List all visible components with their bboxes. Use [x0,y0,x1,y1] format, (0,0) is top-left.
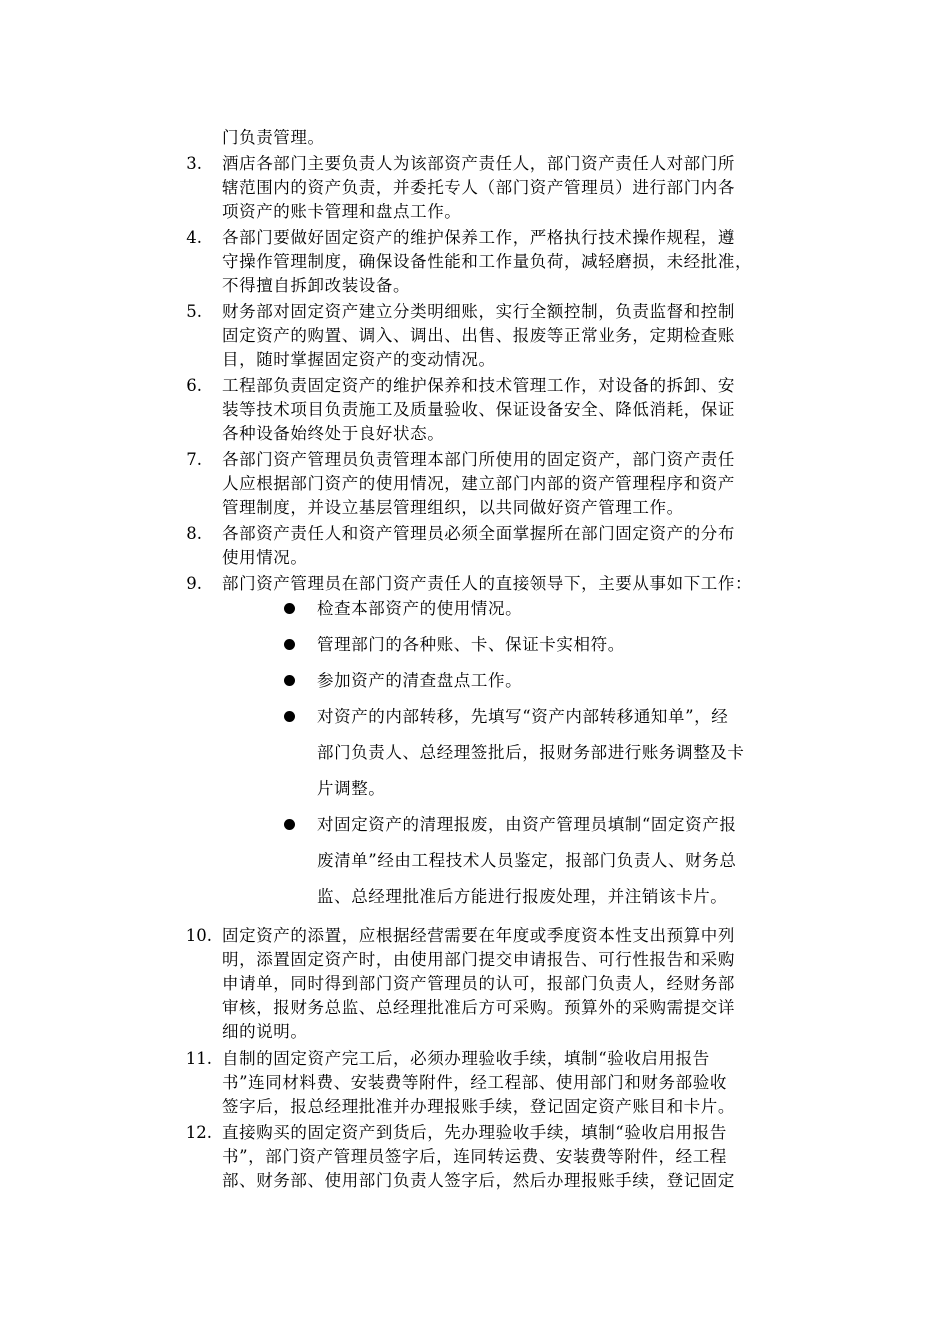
item-line: 各种设备始终处于良好状态。 [222,424,445,443]
item-line: 申请单，同时得到部门资产管理员的认可，报部门负责人，经财务部 [222,974,735,993]
item-line: 审核，报财务总监、总经理批准后方可采购。预算外的采购需提交详 [222,998,735,1017]
item-line: 书”，部门资产管理员签字后，连同转运费、安装费等附件，经工程 [222,1147,727,1166]
bullet-line: 参加资产的清查盘点工作。 [317,671,523,690]
item-line: 工程部负责固定资产的维护保养和技术管理工作，对设备的拆卸、安 [222,376,735,395]
item-number: 10. [185,926,212,945]
bullet-icon [284,675,295,686]
item-line: 书”连同材料费、安装费等附件，经工程部、使用部门和财务部验收 [222,1073,727,1092]
item-line: 固定资产的添置，应根据经营需要在年度或季度资本性支出预算中列 [222,926,735,945]
item-number: 6. [186,376,202,395]
item-line: 各部门资产管理员负责管理本部门所使用的固定资产，部门资产责任 [222,450,735,469]
item-line: 项资产的账卡管理和盘点工作。 [222,202,462,221]
bullet-line: 废清单”经由工程技术人员鉴定，报部门负责人、财务总 [317,851,737,870]
bullet-line: 对资产的内部转移，先填写“资产内部转移通知单”，经 [317,707,729,726]
item-number: 4. [186,228,202,247]
item-line: 使用情况。 [222,548,308,567]
item-line: 细的说明。 [222,1022,308,1041]
item-line: 明，添置固定资产时，由使用部门提交申请报告、可行性报告和采购 [222,950,735,969]
item-number: 3. [186,154,202,173]
item-number: 11. [185,1049,212,1068]
bullet-line: 检查本部资产的使用情况。 [317,599,523,618]
item-line: 部门资产管理员在部门资产责任人的直接领导下，主要从事如下工作： [222,574,753,593]
item-line: 直接购买的固定资产到货后，先办理验收手续，填制“验收启用报告 [222,1123,727,1142]
item-number: 8. [186,524,202,543]
bullet-line: 部门负责人、总经理签批后，报财务部进行账务调整及卡 [317,743,745,762]
bullet-icon [284,819,295,830]
item-line: 不得擅自拆卸改装设备。 [222,276,411,295]
item-number: 12. [185,1123,212,1142]
item-line: 酒店各部门主要负责人为该部资产责任人，部门资产责任人对部门所 [222,154,735,173]
item-line: 人应根据部门资产的使用情况，建立部门内部的资产管理程序和资产 [222,474,735,493]
item-number: 5. [186,302,202,321]
item-line: 目，随时掌握固定资产的变动情况。 [222,350,496,369]
item-line: 签字后，报总经理批准并办理报账手续，登记固定资产账目和卡片。 [222,1097,735,1116]
bullet-line: 管理部门的各种账、卡、保证卡实相符。 [317,635,625,654]
bullet-line: 片调整。 [317,779,386,798]
item-line: 自制的固定资产完工后，必须办理验收手续，填制“验收启用报告 [222,1049,710,1068]
item-line: 守操作管理制度，确保设备性能和工作量负荷，减轻磨损，未经批准， [222,252,753,271]
item-line: 各部门要做好固定资产的维护保养工作，严格执行技术操作规程，遵 [222,228,735,247]
item-line: 部、财务部、使用部门负责人签字后，然后办理报账手续，登记固定 [222,1171,735,1190]
bullet-line: 监、总经理批准后方能进行报废处理，并注销该卡片。 [317,887,728,906]
bullet-line: 对固定资产的清理报废，由资产管理员填制“固定资产报 [317,815,737,834]
item-number: 9. [186,574,202,593]
item-line: 各部资产责任人和资产管理员必须全面掌握所在部门固定资产的分布 [222,524,735,543]
item-line: 管理制度，并设立基层管理组织，以共同做好资产管理工作。 [222,498,684,517]
bullet-icon [284,639,295,650]
item-line: 固定资产的购置、调入、调出、出售、报废等正常业务，定期检查账 [222,326,735,345]
item-line: 装等技术项目负责施工及质量验收、保证设备安全、降低消耗，保证 [222,400,735,419]
bullet-icon [284,603,295,614]
item-number: 7. [186,450,202,469]
continuation-line: 门负责管理。 [222,128,325,147]
bullet-icon [284,711,295,722]
item-line: 辖范围内的资产负责，并委托专人（部门资产管理员）进行部门内各 [222,178,735,197]
item-line: 财务部对固定资产建立分类明细账，实行全额控制，负责监督和控制 [222,302,735,321]
